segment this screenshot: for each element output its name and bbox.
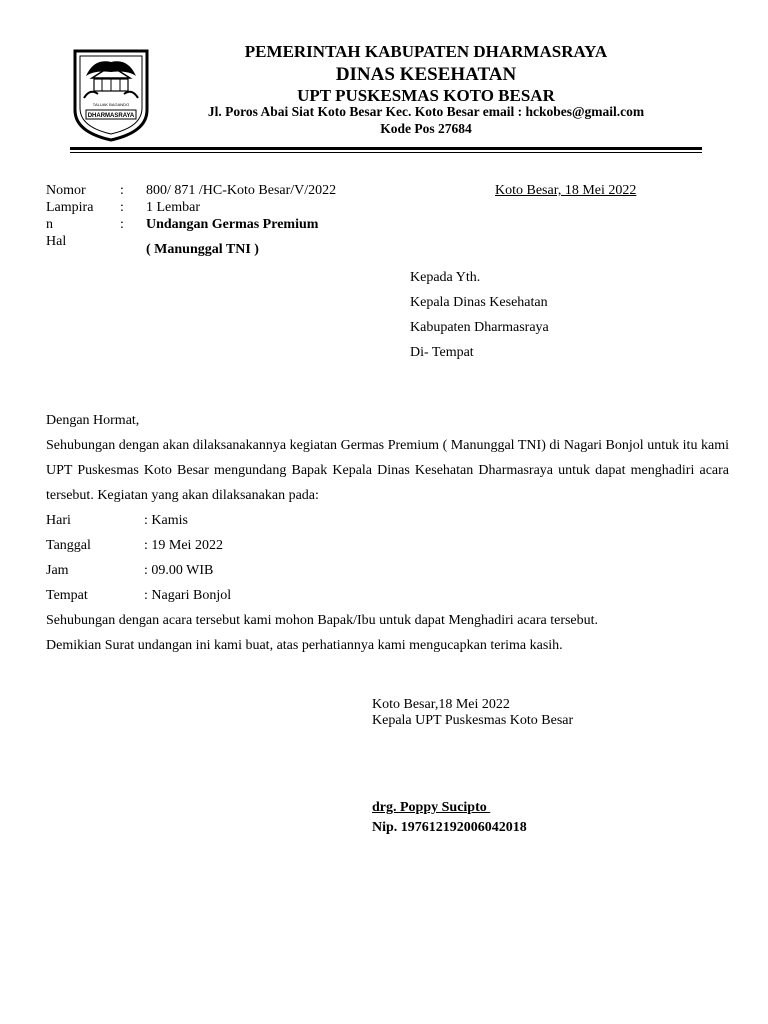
lampiran-label-part2: n — [46, 217, 53, 232]
hal-value-subtitle: ( Manunggal TNI ) — [146, 242, 259, 257]
body-paragraph-text: Sehubungan dengan akan dilaksanakannya kegiatan Germas Premium ( Manunggal TNI) di Nagari Bonjol untuk itu kami UPT Puskesmas Koto Besar mengundang Bapak Kepala Dinas Kesehatan Dharmasraya untuk dapat menghadiri acara tersebut. Kegiatan yang akan dilaksanakan pada: — [46, 438, 729, 503]
letterhead-divider-thick — [70, 147, 702, 150]
lampiran-colon: : — [120, 200, 124, 215]
letterhead-address: Jl. Poros Abai Siat Koto Besar Kec. Koto Besar email : hckobes@gmail.com — [207, 104, 645, 119]
signatory-name: drg. Poppy Sucipto — [372, 800, 491, 815]
letterhead-unit: UPT PUSKESMAS KOTO BESAR — [297, 86, 555, 105]
detail-label-jam: Jam — [46, 563, 69, 578]
hal-label: Hal — [46, 234, 67, 249]
letterhead-divider-thin — [70, 152, 702, 153]
letterhead-postcode: Kode Pos 27684 — [380, 121, 472, 136]
recipient-salutation: Kepada Yth. — [410, 270, 481, 285]
closing-thanks: Demikian Surat undangan ini kami buat, atas perhatiannya kami mengucapkan terima kasih. — [46, 638, 563, 653]
signature-position: Kepala UPT Puskesmas Koto Besar — [372, 713, 574, 728]
recipient-region: Kabupaten Dharmasraya — [410, 320, 549, 335]
lampiran-label-part1: Lampira — [46, 200, 94, 215]
letter-date: Koto Besar, 18 Mei 2022 — [495, 183, 637, 198]
hal-colon: : — [120, 217, 124, 232]
signature-place-date: Koto Besar,18 Mei 2022 — [372, 697, 510, 712]
nomor-colon: : — [120, 183, 124, 198]
lampiran-value: 1 Lembar — [146, 200, 201, 215]
detail-value-jam: : 09.00 WIB — [144, 563, 214, 578]
hal-value: Undangan Germas Premium — [146, 217, 319, 232]
signatory-nip: Nip. 197612192006042018 — [372, 820, 527, 835]
detail-value-tempat: : Nagari Bonjol — [144, 588, 232, 603]
recipient-title: Kepala Dinas Kesehatan — [410, 295, 548, 310]
greeting: Dengan Hormat, — [46, 413, 140, 428]
detail-label-tempat: Tempat — [46, 588, 88, 603]
closing-request: Sehubungan dengan acara tersebut kami mohon Bapak/Ibu untuk dapat Menghadiri acara tersebut. — [46, 613, 599, 628]
svg-text:DHARMASRAYA: DHARMASRAYA — [87, 113, 135, 119]
letterhead-government: PEMERINTAH KABUPATEN DHARMASRAYA — [244, 42, 608, 61]
letterhead-agency: DINAS KESEHATAN — [335, 64, 517, 85]
detail-value-tanggal: : 19 Mei 2022 — [144, 538, 223, 553]
detail-label-hari: Hari — [46, 513, 71, 528]
nomor-label: Nomor — [46, 183, 86, 198]
nomor-value: 800/ 871 /HC-Koto Besar/V/2022 — [146, 183, 337, 198]
detail-value-hari: : Kamis — [144, 513, 188, 528]
body-paragraph — [46, 433, 729, 508]
detail-label-tanggal: Tanggal — [46, 538, 91, 553]
svg-text:TALUAK BAGANDO: TALUAK BAGANDO — [92, 102, 130, 107]
recipient-place: Di- Tempat — [410, 345, 474, 360]
